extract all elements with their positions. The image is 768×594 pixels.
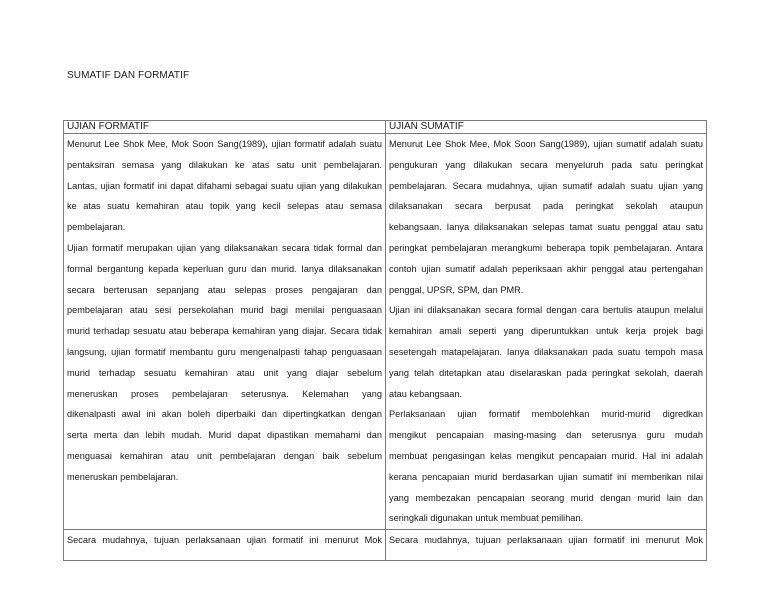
table-header-row bbox=[64, 121, 707, 134]
sumatif-footer-cell bbox=[386, 530, 707, 561]
text-line: pembelajaran atau sesi persekolahan murid bagi menilai penguasaan bbox=[67, 305, 382, 316]
text-line: meneruskan proses pembelajaran seterusnya. Kelemahan yang bbox=[67, 388, 382, 399]
text-line: sesetengah matapelajaran. Ianya dilaksanakan pada suatu tempoh masa bbox=[389, 346, 703, 357]
text-line: pembelajaran. Secara mudahnya, ujian sumatif adalah suatu ujian yang bbox=[389, 180, 703, 191]
table-row bbox=[64, 530, 707, 561]
comparison-table bbox=[63, 120, 707, 561]
text-line: atau kebangsaan. bbox=[389, 388, 463, 399]
text-line: kemahiran amali seperti yang diperuntukkan untuk kerja projek bagi bbox=[389, 326, 703, 337]
text-line: murid terhadap sesuatu atau beberapa kemahiran yang diajar. Secara tidak bbox=[67, 326, 382, 337]
text-line: pengukuran yang dilakukan secara menyeluruh pada satu peringkat bbox=[389, 159, 703, 170]
text-line: langsung, ujian formatif membantu guru mengenalpasti tahap penguasaan bbox=[67, 346, 382, 357]
text-line: Menurut Lee Shok Mee, Mok Soon Sang(1989), ujian sumatif adalah suatu bbox=[389, 139, 703, 149]
text-line: Menurut Lee Shok Mee, Mok Soon Sang(1989), ujian formatif adalah suatu bbox=[67, 139, 382, 149]
text-line: Perlaksanaan ujian formatif membolehkan murid-murid digredkan bbox=[389, 409, 703, 420]
formatif-footer-text: Secara mudahnya, tujuan perlaksanaan ujian formatif ini menurut Mok bbox=[67, 535, 382, 546]
text-line: pentaksiran semasa yang dilakukan ke atas satu unit pembelajaran. bbox=[67, 159, 382, 170]
text-line: penggal, UPSR, SPM, dan PMR. bbox=[389, 284, 524, 295]
header-ujian-formatif: UJIAN FORMATIF bbox=[64, 121, 386, 134]
formatif-cell bbox=[64, 134, 386, 530]
text-line: mengikut pencapaian masing-masing dan seterusnya guru mudah bbox=[389, 430, 703, 441]
formatif-text bbox=[67, 134, 382, 488]
text-line: kebangsaan. Ianya dilaksanakan selepas tamat suatu penggal atau satu bbox=[389, 222, 703, 233]
text-line: peringkat pembelajaran merangkumi beberapa topik pembelajaran. Antara bbox=[389, 242, 703, 253]
sumatif-footer-text: Secara mudahnya, tujuan perlaksanaan ujian formatif ini menurut Mok bbox=[389, 535, 703, 546]
text-line: pembelajaran. bbox=[67, 222, 126, 233]
sumatif-text bbox=[389, 134, 703, 529]
text-line: contoh ujian sumatif adalah peperiksaan akhir penggal atau pertengahan bbox=[389, 263, 703, 274]
text-line: Ujian ini dilaksanakan secara formal dengan cara bertulis ataupun melalui bbox=[389, 305, 703, 316]
text-line: dilaksanakan secara berpusat pada peringkat sekolah ataupun bbox=[389, 201, 703, 212]
formatif-footer-cell bbox=[64, 530, 386, 561]
text-line: secara berterusan sepanjang atau selepas proses pengajaran dan bbox=[67, 284, 382, 295]
text-line: membuat pengasingan kelas mengikut pencapaian murid. Hal ini adalah bbox=[389, 450, 703, 461]
text-line: formal bergantung kepada keperluan guru dan murid. Ianya dilaksanakan bbox=[67, 263, 382, 274]
page-title: SUMATIF DAN FORMATIF bbox=[67, 70, 190, 81]
text-line: kerana pencapaian murid berdasarkan ujian sumatif ini memberikan nilai bbox=[389, 471, 703, 482]
text-line: ke atas suatu kemahiran atau topik yang kecil selepas atau semasa bbox=[67, 201, 382, 212]
text-line: yang telah ditetapkan atau diselaraskan pada peringkat sekolah, daerah bbox=[389, 367, 703, 378]
header-ujian-sumatif: UJIAN SUMATIF bbox=[386, 121, 707, 134]
text-line: seringkali digunakan untuk membuat pemilihan. bbox=[389, 513, 584, 524]
text-line: menguasai kemahiran atau unit pembelajaran dengan baik sebelum bbox=[67, 450, 382, 461]
text-line: meneruskan pembelajaran. bbox=[67, 471, 179, 482]
text-line: Lantas, ujian formatif ini dapat difahami sebagai suatu ujian yang dilakukan bbox=[67, 180, 382, 191]
text-line: yang membezakan pencapaian seorang murid dengan murid lain dan bbox=[389, 492, 703, 503]
text-line: murid terhadap sesuatu kemahiran atau unit yang diajar sebelum bbox=[67, 367, 382, 378]
table-row bbox=[64, 134, 707, 530]
sumatif-cell bbox=[386, 134, 707, 530]
text-line: serta merta dan lebih mudah. Murid dapat dipastikan memahami dan bbox=[67, 430, 382, 441]
text-line: Ujian formatif merupakan ujian yang dilaksanakan secara tidak formal dan bbox=[67, 242, 382, 253]
text-line: dikenalpasti awal ini akan boleh diperbaiki dan dipertingkatkan dengan bbox=[67, 409, 382, 420]
